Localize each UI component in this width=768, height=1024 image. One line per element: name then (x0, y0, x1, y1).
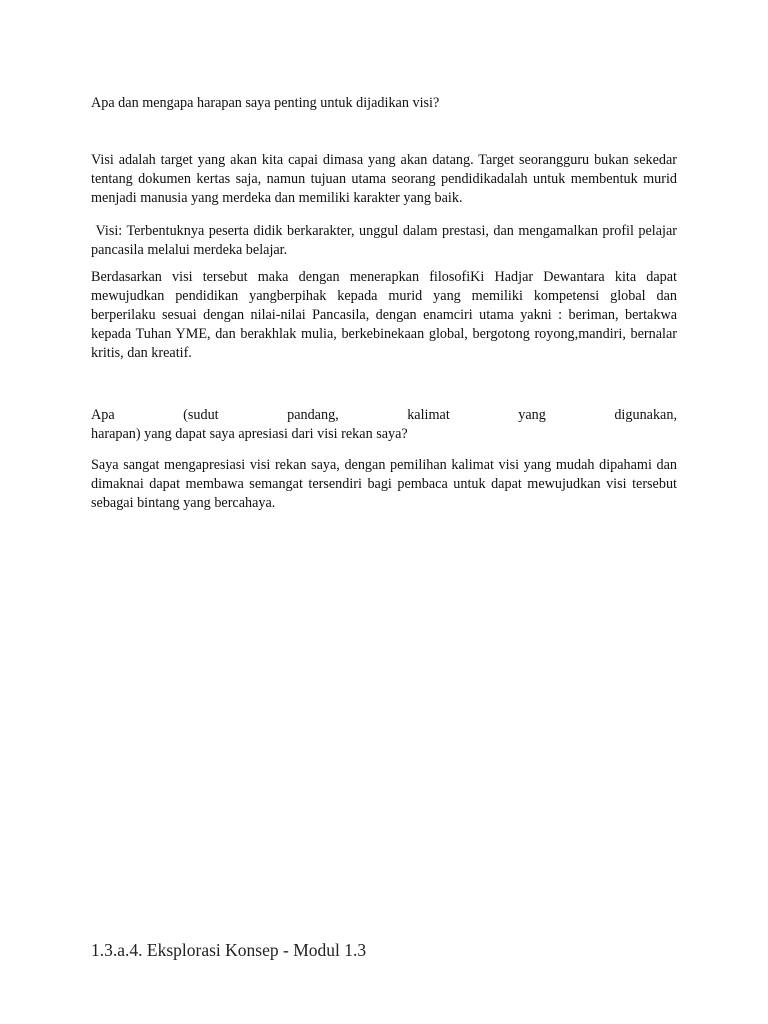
paragraph-apresiasi: Saya sangat mengapresiasi visi rekan saya, dengan pemilihan kalimat visi yang mudah dipahami dan dimaknai dapat membawa semangat tersendiri bagi pembaca untuk dapat mewujudkan visi tersebut sebagai bintang yang bercahaya. (91, 457, 677, 511)
question-2-line-2: harapan) yang dapat saya apresiasi dari visi rekan saya? (91, 426, 408, 442)
paragraph-filosofi: Berdasarkan visi tersebut maka dengan menerapkan filosofiKi Hadjar Dewantara kita dapat mewujudkan pendidikan yangberpihak kepada murid yang memiliki kompetensi global dan berperilaku sesuai dengan nilai-nilai Pancasila, dengan enamciri utama yakni : beriman, bertakwa kepada Tuhan YME, dan berakhlak mulia, berkebinekaan global, bergotong royong,mandiri, bernalar kritis, dan kreatif. (91, 269, 677, 361)
question-2 (91, 406, 677, 444)
question-2-line-1: Apa (sudut pandang, kalimat yang digunakan, (91, 407, 677, 423)
question-1: Apa dan mengapa harapan saya penting untuk dijadikan visi? (91, 95, 440, 111)
footer-title: 1.3.a.4. Eksplorasi Konsep - Modul 1.3 (91, 940, 367, 960)
paragraph-visi-statement: Visi: Terbentuknya peserta didik berkarakter, unggul dalam prestasi, dan mengamalkan profil pelajar pancasila melalui merdeka belajar. (91, 223, 681, 258)
paragraph-visi-definition: Visi adalah target yang akan kita capai dimasa yang akan datang. Target seorangguru bukan sekedar tentang dokumen kertas saja, namun tujuan utama seorang pendidikadalah untuk membentuk murid menjadi manusia yang merdeka dan memiliki karakter yang baik. (91, 152, 677, 206)
